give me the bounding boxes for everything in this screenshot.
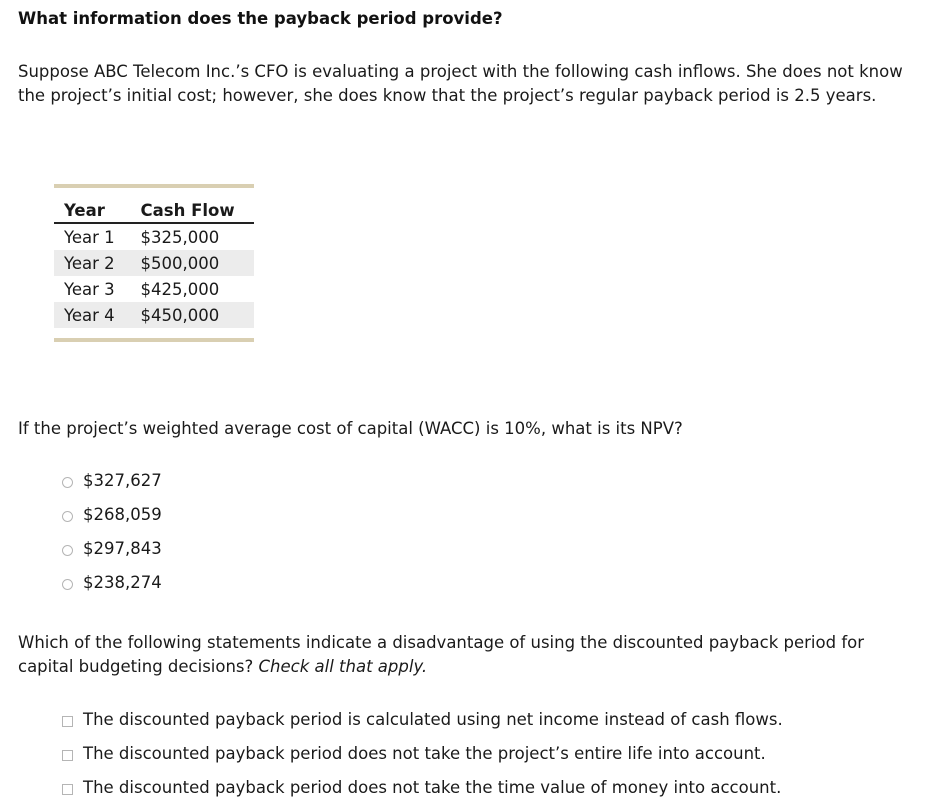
radio-button[interactable] — [62, 579, 73, 590]
checkbox[interactable] — [62, 750, 73, 761]
question-heading: What information does the payback period provide? — [18, 9, 503, 28]
checkbox[interactable] — [62, 716, 73, 727]
npv-option-label[interactable]: $268,059 — [83, 504, 162, 524]
table-header-row — [54, 198, 254, 223]
check-all-instruction: Check all that apply. — [258, 657, 428, 676]
year-cell: Year 1 — [64, 227, 115, 247]
disadvantage-options — [62, 702, 783, 804]
disadvantage-question-text: Which of the following statements indicate a disadvantage of using the discounted payback period for capital budgeting decisions? — [18, 633, 865, 676]
cash-flow-cell: $425,000 — [140, 279, 220, 299]
disadvantage-option-label[interactable]: The discounted payback period does not take the project’s entire life into account. — [83, 743, 766, 763]
year-cell: Year 2 — [54, 250, 131, 276]
npv-options — [62, 463, 162, 599]
npv-option-label[interactable]: $297,843 — [83, 538, 162, 558]
header-year: Year — [54, 198, 131, 223]
table-row — [54, 250, 254, 276]
disadvantage-option[interactable] — [62, 770, 783, 804]
intro-paragraph: Suppose ABC Telecom Inc.’s CFO is evaluating a project with the following cash inflows. She does not know the project’s initial cost; however, she does know that the project’s regular payback period is 2.5 years. — [18, 62, 903, 105]
cash-flow-table — [54, 198, 254, 328]
radio-button[interactable] — [62, 545, 73, 556]
disadvantage-option[interactable] — [62, 702, 783, 736]
year-cell: Year 4 — [54, 302, 131, 328]
npv-option[interactable] — [62, 463, 162, 497]
table-row — [54, 276, 254, 302]
table-row — [54, 223, 254, 250]
cash-flow-cell: $450,000 — [131, 302, 254, 328]
cash-flow-cell: $500,000 — [131, 250, 254, 276]
disadvantage-question — [18, 631, 918, 679]
npv-option[interactable] — [62, 497, 162, 531]
radio-button[interactable] — [62, 511, 73, 522]
disadvantage-option[interactable] — [62, 736, 783, 770]
checkbox[interactable] — [62, 784, 73, 795]
disadvantage-option-label[interactable]: The discounted payback period does not take the time value of money into account. — [83, 777, 782, 797]
cash-flow-table-container — [54, 184, 254, 342]
npv-option[interactable] — [62, 531, 162, 565]
npv-option-label[interactable]: $327,627 — [83, 470, 162, 490]
year-cell: Year 3 — [64, 279, 115, 299]
header-cash-flow: Cash Flow — [131, 198, 254, 223]
npv-option-label[interactable]: $238,274 — [83, 572, 162, 592]
disadvantage-option-label[interactable]: The discounted payback period is calculated using net income instead of cash flows. — [83, 709, 783, 729]
table-row — [54, 302, 254, 328]
npv-option[interactable] — [62, 565, 162, 599]
cash-flow-cell: $325,000 — [140, 227, 220, 247]
npv-question: If the project’s weighted average cost of capital (WACC) is 10%, what is its NPV? — [18, 419, 683, 438]
radio-button[interactable] — [62, 477, 73, 488]
